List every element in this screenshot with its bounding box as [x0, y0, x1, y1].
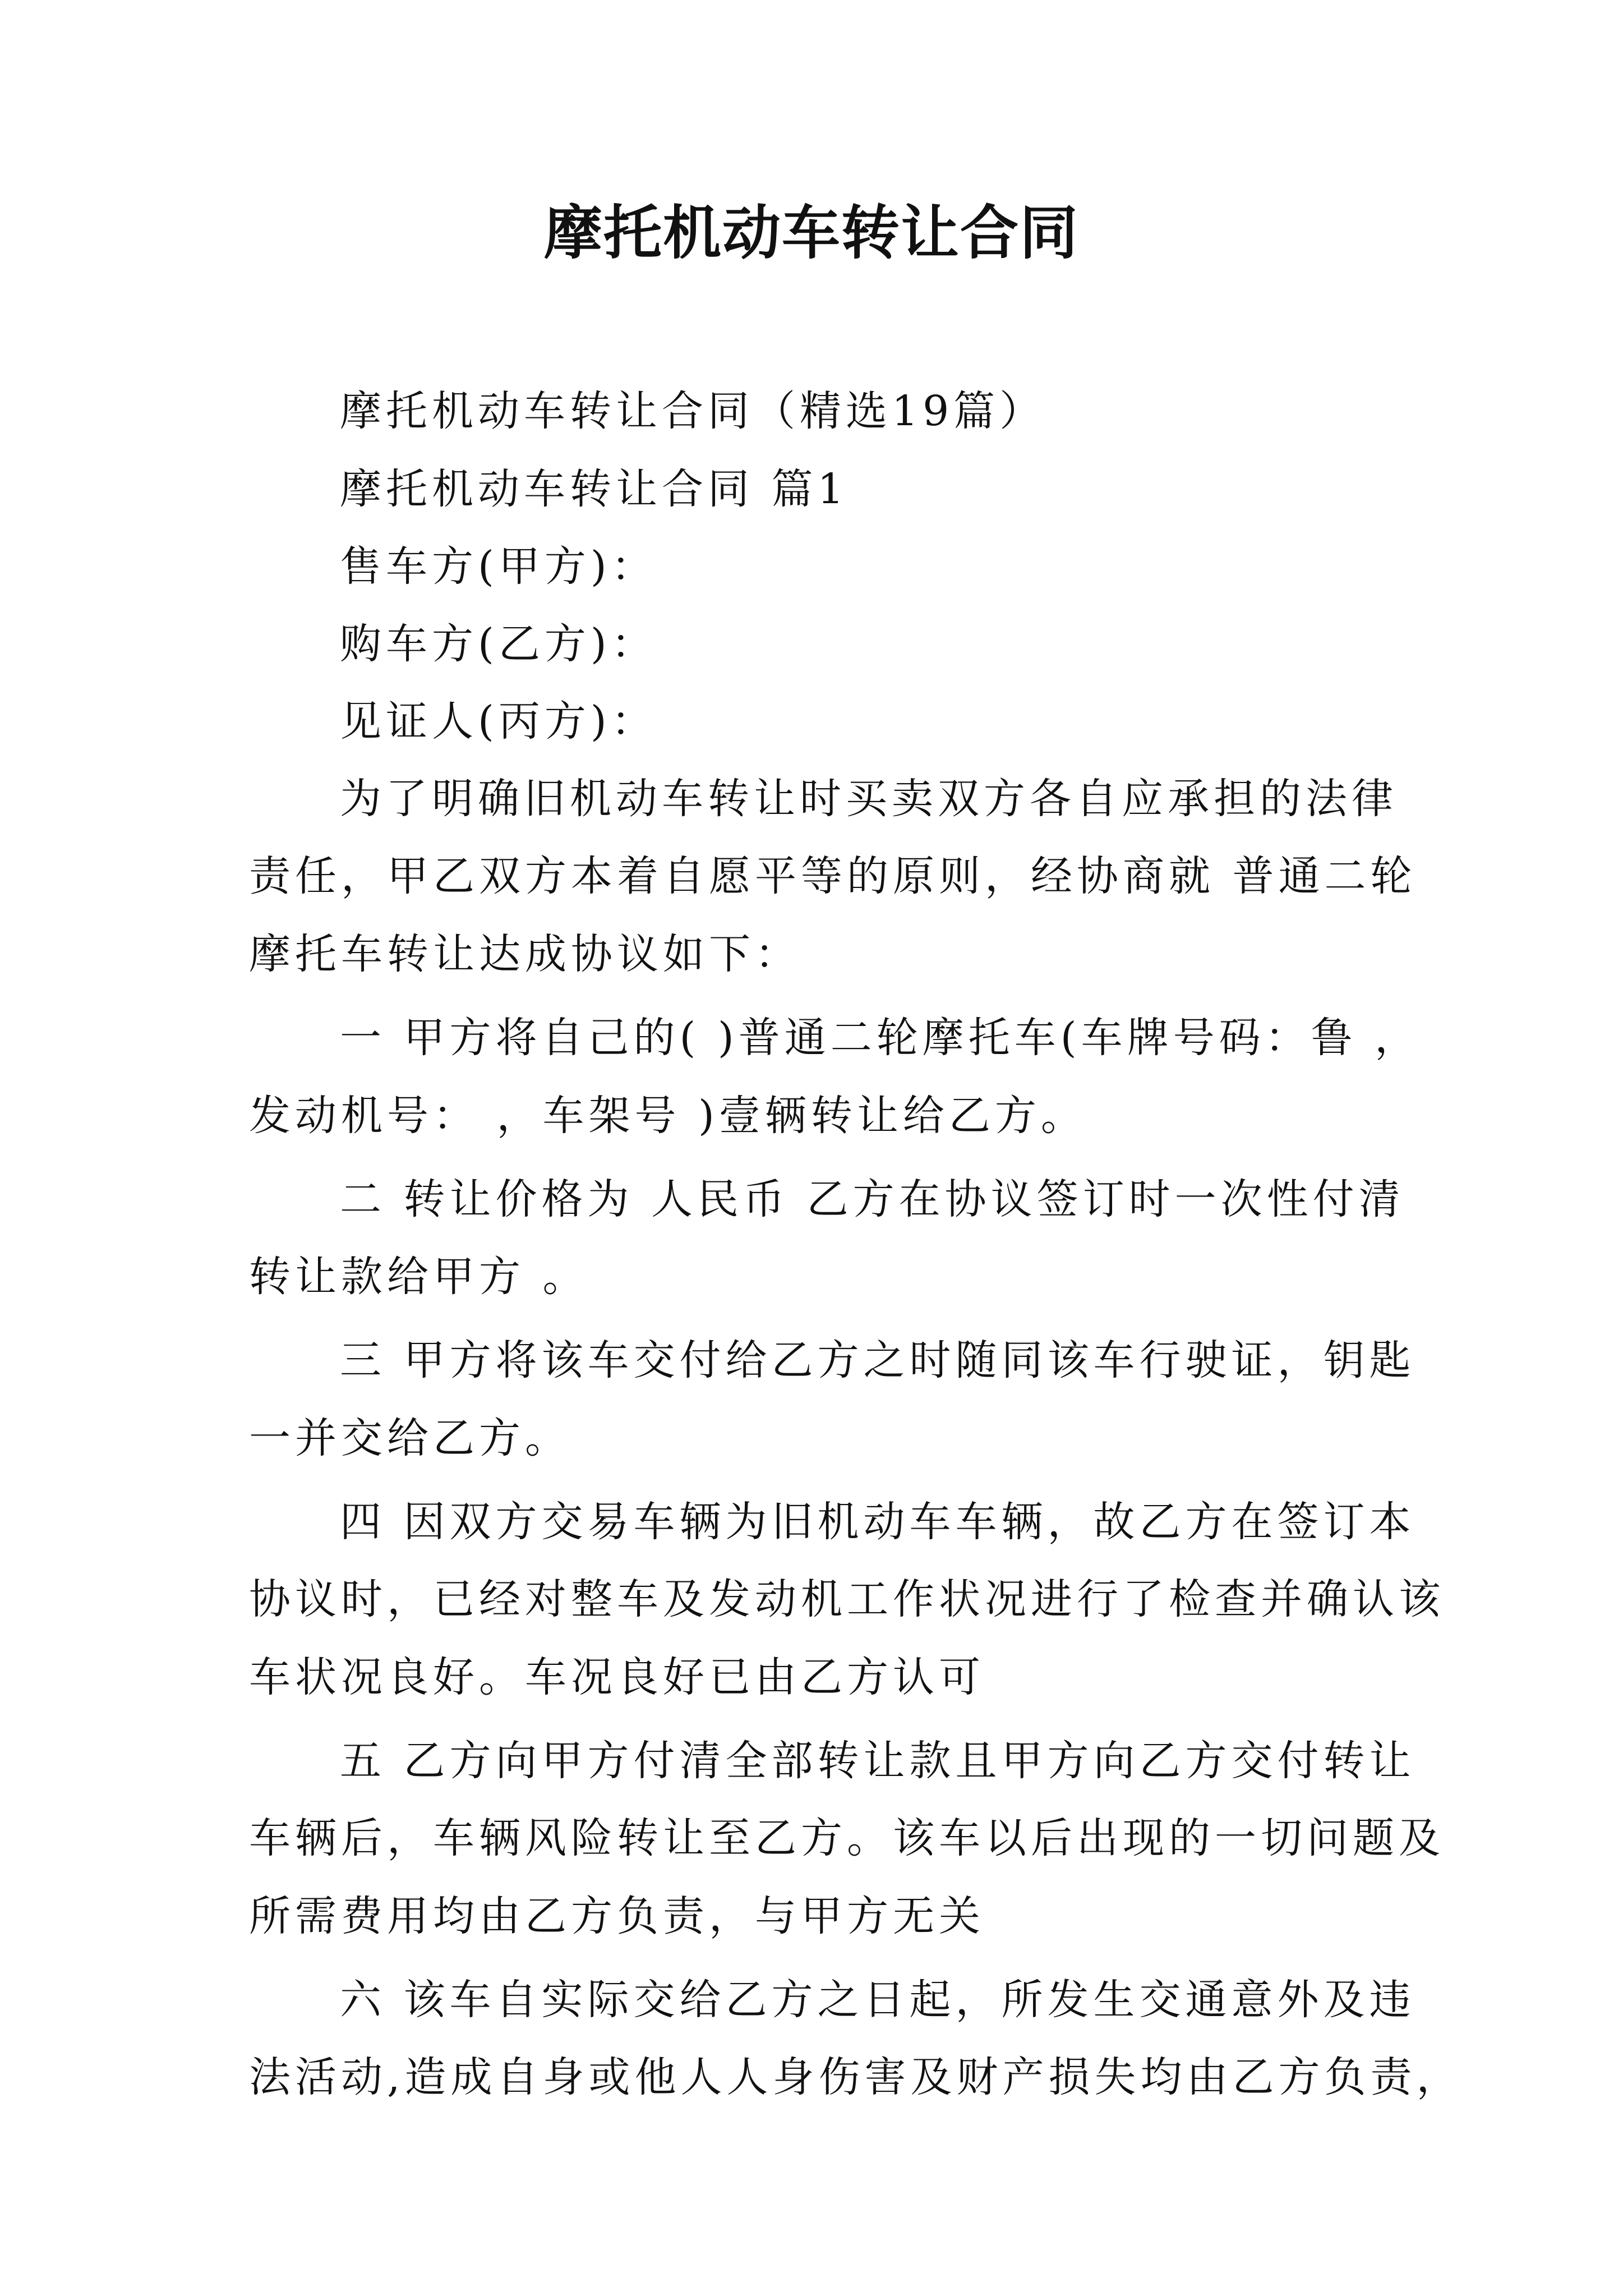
- document-title: 摩托机动车转让合同: [543, 198, 1079, 267]
- clause-line: 所需费用均由乙方负责，与甲方无关: [249, 1892, 985, 1940]
- clause-line: 车状况良好。车况良好已由乙方认可: [249, 1653, 985, 1701]
- clause-line: 法活动,造成自身或他人人身伤害及财产损失均由乙方负责，: [249, 2053, 1463, 2101]
- clause-line: 车辆后，车辆风险转让至乙方。该车以后出现的一切问题及: [249, 1814, 1445, 1862]
- seller-field-label: 售车方(甲方)：: [340, 542, 657, 591]
- clause-line: 协议时，已经对整车及发动机工作状况进行了检查并确认该: [249, 1575, 1445, 1623]
- section-heading: 摩托机动车转让合同 篇1: [340, 465, 849, 513]
- clause-line: 五 乙方向甲方付清全部转让款且甲方向乙方交付转让: [340, 1737, 1415, 1785]
- clause-line: 一 甲方将自己的( )普通二轮摩托车(车牌号码：鲁 ，: [340, 1014, 1421, 1062]
- paragraph-line: 摩托车转让达成协议如下：: [249, 930, 801, 978]
- clause-line: 二 转让价格为 人民币 乙方在协议签订时一次性付清: [340, 1175, 1405, 1223]
- buyer-field-label: 购车方(乙方)：: [340, 620, 657, 668]
- subtitle-line: 摩托机动车转让合同（精选19篇）: [340, 387, 1046, 435]
- clause-line: 转让款给甲方 。: [249, 1253, 589, 1301]
- clause-line: 一并交给乙方。: [249, 1414, 571, 1462]
- clause-line: 四 因双方交易车辆为旧机动车车辆，故乙方在签订本: [340, 1498, 1415, 1546]
- clause-line: 发动机号： ，车架号 )壹辆转让给乙方。: [249, 1092, 1087, 1140]
- paragraph-line: 为了明确旧机动车转让时买卖双方各自应承担的法律: [340, 775, 1398, 823]
- witness-field-label: 见证人(丙方)：: [340, 697, 657, 746]
- clause-line: 六 该车自实际交给乙方之日起，所发生交通意外及违: [340, 1976, 1415, 2024]
- paragraph-line: 责任，甲乙双方本着自愿平等的原则，经协商就 普通二轮: [249, 852, 1417, 900]
- clause-line: 三 甲方将该车交付给乙方之时随同该车行驶证，钥匙: [340, 1336, 1415, 1384]
